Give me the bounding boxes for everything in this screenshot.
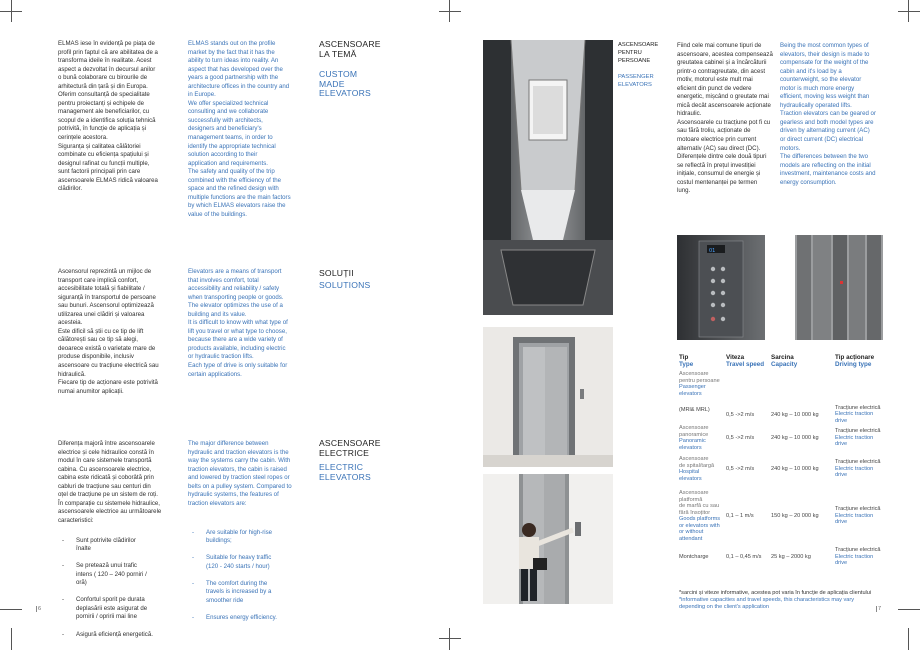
page-number-right: 7 (878, 606, 882, 612)
heading-solutions-en: SOLUTIONS (319, 280, 371, 290)
table-row (679, 486, 887, 546)
col-header: Tip acționare (835, 354, 875, 361)
heading-electric-ro: ASCENSOARE ELECTRICE (319, 438, 381, 458)
type-en: Panoramic elevators (679, 438, 706, 451)
drive-ro: Tracțiune electrică (835, 506, 881, 513)
crop-mark (449, 628, 450, 650)
capacity-cell: 150 kg – 20 000 kg (771, 512, 819, 519)
crop-mark (11, 0, 12, 22)
heading-custom-en: CUSTOM MADE ELEVATORS (319, 69, 371, 99)
elevator-shaft-photo (483, 40, 613, 315)
type-en: Hospital elevators (679, 469, 702, 482)
table-row (679, 424, 887, 452)
type-ro: Ascensoare platformă de marfă cu sau fără însoțitor (679, 490, 720, 516)
table-note-en: *informative capacities and travel speeds, this characteristics may vary depending on the client's application (679, 597, 855, 610)
type-ro: Ascensoare panoramice (679, 425, 709, 438)
capacity-cell: 25 kg – 2000 kg (771, 553, 811, 560)
speed-cell: 0,5 ->2 m/s (726, 434, 755, 441)
drive-en: Electric traction drive (835, 512, 874, 526)
speed-cell: 0,1 – 1 m/s (726, 512, 754, 519)
col-header: Driving type (835, 360, 872, 368)
bullet-item: - Confortul sporit pe durata deplasării este asigurat de pornirii / opririi mai line (58, 596, 178, 622)
speed-cell: 0,1 – 0,45 m/s (726, 553, 762, 560)
col-header: Travel speed (726, 360, 765, 368)
solutions-paragraph-en: Elevators are a means of transport that involves comfort, total accessibility and reliability / safety when transporting people or goods. The elevator optimizes the use of a building and its value. It is difficult to know with what type of lift you travel or what type to choose, because there are a wide variety of products available, including electric or hydraulic traction lifts. Each type of drive is only suitable for certain applications. (188, 268, 288, 378)
type-ro: Montcharge (679, 553, 709, 560)
drive-en: Electric traction drive (835, 553, 874, 567)
drive-en: Electric traction drive (835, 411, 874, 424)
heading-solutions-ro: SOLUȚII (319, 268, 354, 278)
drive-ro: Tracțiune electrică (835, 404, 881, 411)
col-header: Type (679, 360, 694, 368)
col-header: Tip (679, 354, 689, 361)
table-header-row (679, 355, 887, 368)
type-en: Passenger elevators (679, 384, 706, 397)
table-row (679, 546, 887, 568)
passenger-paragraph-en: Being the most common types of elevators, their design is made to compensate for the weight of the cabin and it's load by a counterweight, so the elevator motor is much more energy efficient, moving less weight than hydraulically operated lifts. Traction elevators can be geared or gearless and both model types are driven by alternating current (AC) or direct current (DC) electrical motors. The differences between the two models are reflecting on the initial investment, maintenance costs and energy consumption. (780, 42, 876, 186)
bullet-item: - Se pretează unui trafic intens ( 120 – 240 porniri / oră) (58, 562, 178, 588)
type-extra: (MRl& MRL) (679, 407, 710, 413)
col-header: Viteza (726, 354, 745, 361)
crop-mark (0, 609, 22, 610)
speed-cell: 0,5 ->2 m/s (726, 411, 755, 418)
brushed-steel-panels-photo (795, 235, 883, 340)
col-header: Sarcina (771, 354, 794, 361)
crop-mark (11, 628, 12, 650)
electric-paragraph-ro: Diferența majoră între ascensoarele electrice și cele hidraulice constă în modul în care sistemele transportă cabina. Cu ascensoarele electrice, cabina este ridicată și coborâtă prin cabluri de tracțiune sau centuri din oțel de tracțiune pe un sistem de roți. În comparație cu sistemele hidraulice, ascensoarele electrice au următoarele caracteristici: (58, 440, 162, 524)
crop-mark (439, 638, 461, 639)
elevator-button-panel-photo (677, 235, 765, 340)
intro-paragraph-ro: ELMAS iese în evidență pe piața de profil prin faptul că are abilitatea de a transforma ideile în realitate. Acest aspect a dezvoltat în decursul anilor o bună colaborare cu birourile de arhitectură din țară și din Europa. Oferim consultanță de specialitate pentru proiectanți și echipele de management ale beneficiarilor, cu scopul de a identifica soluția tehnică potrivită, în funcție de aplicația și cerințele acestora. Siguranța și calitatea călătoriei combinate cu eficiența spațiului și designul rafinat cu funcții multiple, sunt factorii principali prin care ascensoarele ELMAS ridică valoarea clădirilor. (58, 40, 158, 193)
crop-mark (898, 609, 920, 610)
bullet-item: - Asigură eficiență energetică. (58, 631, 178, 640)
crop-mark (439, 11, 461, 12)
bullet-item: - Are suitable for high-rise buildings; (188, 529, 310, 546)
heading-passenger-ro: ASCENSOARE PENTRU PERSOANE (618, 42, 659, 64)
crop-mark (908, 628, 909, 650)
bullet-item: - The comfort during the travels is increased by a smoother ride (188, 580, 310, 606)
type-ro: Ascensoare de spital/targă (679, 456, 715, 469)
specifications-table (679, 355, 887, 568)
heading-custom-ro: ASCENSOARE LA TEMĂ (319, 39, 381, 59)
capacity-cell: 240 kg – 10 000 kg (771, 411, 819, 418)
crop-mark (908, 0, 909, 22)
capacity-cell: 240 kg – 10 000 kg (771, 465, 819, 472)
electric-bullets-en (188, 520, 310, 631)
drive-ro: Tracțiune electrică (835, 428, 881, 435)
capacity-cell: 240 kg – 10 000 kg (771, 434, 819, 441)
heading-passenger-en: PASSENGER ELEVATORS (618, 74, 654, 88)
passenger-paragraph-ro: Fiind cele mai comune tipuri de ascensoare, acestea compensează greutatea cabinei și a încărcăturii printr-o contragreutate, din acest motiv, motorul este mult mai eficient din punct de vedere energetic, mișcând o greutate mai mică decât ascensoarele acționate hidraulic. Ascensoarele cu tracțiune pot fi cu sau fără troliu, acționate de motoare electrice prin current alternativ (AC) sau direct (DC). Diferențele dintre cele două tipuri se reflectă în prețul investiției inițiale, consumul de energie și costul mentenanței pe termen lung. (677, 42, 773, 195)
type-ro: Ascensoare pentru persoane (679, 371, 720, 384)
heading-electric-en: ELECTRIC ELEVATORS (319, 462, 371, 482)
table-note-ro: *sarcini și viteze informative, acestea pot varia în funcție de aplicația clientului (679, 590, 872, 596)
crop-mark (898, 11, 920, 12)
man-calling-elevator-photo (483, 474, 613, 604)
solutions-paragraph-ro: Ascensorul reprezintă un mijloc de transport care implică confort, accesibilitate totală și fiabilitate / siguranță în transportul de persoane sau bunuri. Ascensorul optimizează utilizarea unei clădiri și valoarea acesteia. Este dificil să știi cu ce tip de lift călătorești sau ce tip să alegi, deoarece există o varietate mare de produse disponibile, inclusiv ascensoare cu tracțiune electrică sau hidraulică. Fiecare tip de acționare este potrivită numai anumitor aplicații. (58, 268, 159, 395)
type-en: Goods platforms or elevators with or without attendant (679, 516, 721, 542)
page-number-left: 6 (38, 606, 42, 612)
drive-ro: Tracțiune electrică (835, 547, 881, 554)
electric-bullets-ro (58, 528, 178, 648)
drive-en: Electric traction drive (835, 434, 874, 448)
drive-ro: Tracțiune electrică (835, 459, 881, 466)
table-row (679, 452, 887, 486)
col-header: Capacity (771, 360, 798, 368)
bullet-item: - Ensures energy efficiency. (188, 614, 310, 623)
table-row (679, 368, 887, 424)
svg-text:01: 01 (709, 248, 716, 254)
bullet-item: - Suitable for heavy traffic (120 - 240 starts / hour) (188, 554, 310, 571)
intro-paragraph-en: ELMAS stands out on the profile market by the fact that it has the ability to turn ideas into reality. An aspect that has developed over the years a good partnership with the architecture offices in the country and in Europe. We offer specialized technical consulting and we collaborate successfully with architects, designers and beneficiary's management teams, in order to identify the appropriate technical solution according to their application and requirements. The safety and quality of the trip combined with the efficiency of the space and the refined design with multiple functions are the main factors by which ELMAS elevators raise the value of the buildings. (188, 40, 291, 218)
bullet-item: - Sunt potrivite clădirilor înalte (58, 537, 178, 554)
electric-paragraph-en: The major difference between hydraulic and traction elevators is the way the systems carry the cabin. With traction elevators, the cabin is raised and lowered by traction steel ropes or belts on a pulley system. Compared to hydraulic systems, the features of traction elevators are: (188, 440, 292, 507)
speed-cell: 0,5 ->2 m/s (726, 465, 755, 472)
elevator-doors-photo (483, 327, 613, 467)
drive-en: Electric traction drive (835, 465, 874, 479)
